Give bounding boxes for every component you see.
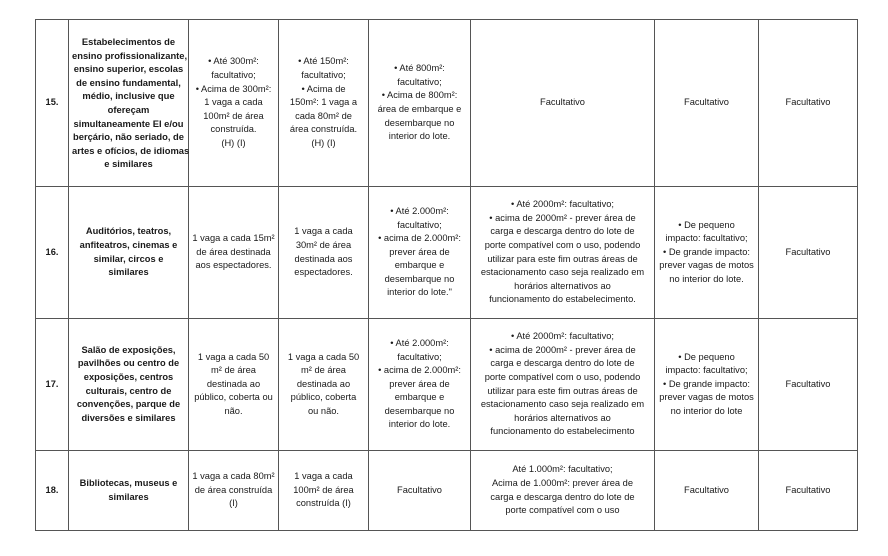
row-number: 15. [36,20,69,187]
activity-name: Estabelecimentos de ensino profissionalizante, ensino superior, escolas de ensino fundamental, médio, inclusive que ofereçam simultaneamente EI e/ou berçário, não seriado, de artes e ofícios, de idiomas e similares [69,20,189,187]
cell-column-3: • Até 2.000m²: facultativo; • acima de 2.000m²: prever área de embarque e desembarque no interior do lote. [369,319,471,451]
parking-requirements-table [35,19,858,531]
cell-column-6: Facultativo [759,20,858,187]
row-number: 17. [36,319,69,451]
cell-column-6: Facultativo [759,319,858,451]
row-number: 18. [36,451,69,531]
cell-column-4: • Até 2000m²: facultativo; • acima de 2000m² - prever área de carga e descarga dentro do lote de porte compatível com o uso, podendo utilizar para este fim outras áreas de estacionamento caso seja realizado em horários alternativos ao funcionamento do estabelecimento [471,319,655,451]
cell-column-2: • Até 150m²: facultativo; • Acima de 150m²: 1 vaga a cada 80m² de área construída. (H) (I) [279,20,369,187]
cell-column-2: 1 vaga a cada 50 m² de área destinada ao público, coberta ou não. [279,319,369,451]
cell-column-3: Facultativo [369,451,471,531]
cell-column-6: Facultativo [759,187,858,319]
cell-column-5: • De pequeno impacto: facultativo; • De grande impacto: prever vagas de motos no interior do lote [655,319,759,451]
activity-name: Auditórios, teatros, anfiteatros, cinemas e similar, circos e similares [69,187,189,319]
cell-column-1: 1 vaga a cada 15m² de área destinada aos espectadores. [189,187,279,319]
row-number: 16. [36,187,69,319]
cell-column-4: Facultativo [471,20,655,187]
table-row [36,187,858,319]
cell-column-2: 1 vaga a cada 30m² de área destinada aos espectadores. [279,187,369,319]
activity-name: Bibliotecas, museus e similares [69,451,189,531]
cell-column-1: • Até 300m²: facultativo; • Acima de 300m²: 1 vaga a cada 100m² de área construída. (H) (I) [189,20,279,187]
table-row [36,20,858,187]
cell-column-3: • Até 800m²: facultativo; • Acima de 800m²: área de embarque e desembarque no interior do lote. [369,20,471,187]
cell-column-5: Facultativo [655,451,759,531]
cell-column-6: Facultativo [759,451,858,531]
cell-column-5: Facultativo [655,20,759,187]
cell-column-2: 1 vaga a cada 100m² de área construída (I) [279,451,369,531]
table-row [36,319,858,451]
activity-name: Salão de exposições, pavilhões ou centro de exposições, centros culturais, centro de convenções, parque de diversões e similares [69,319,189,451]
cell-column-3: • Até 2.000m²: facultativo; • acima de 2.000m²: prever área de embarque e desembarque no interior do lote." [369,187,471,319]
cell-column-4: Até 1.000m²: facultativo; Acima de 1.000m²: prever área de carga e descarga dentro do lote de porte compatível com o uso [471,451,655,531]
cell-column-5: • De pequeno impacto: facultativo; • De grande impacto: prever vagas de motos no interior do lote. [655,187,759,319]
table-row [36,451,858,531]
cell-column-4: • Até 2000m²: facultativo; • acima de 2000m² - prever área de carga e descarga dentro do lote de porte compatível com o uso, podendo utilizar para este fim outras áreas de estacionamento caso seja realizado em horários alternativos ao funcionamento do estabelecimento. [471,187,655,319]
cell-column-1: 1 vaga a cada 50 m² de área destinada ao público, coberta ou não. [189,319,279,451]
cell-column-1: 1 vaga a cada 80m² de área construída (I) [189,451,279,531]
